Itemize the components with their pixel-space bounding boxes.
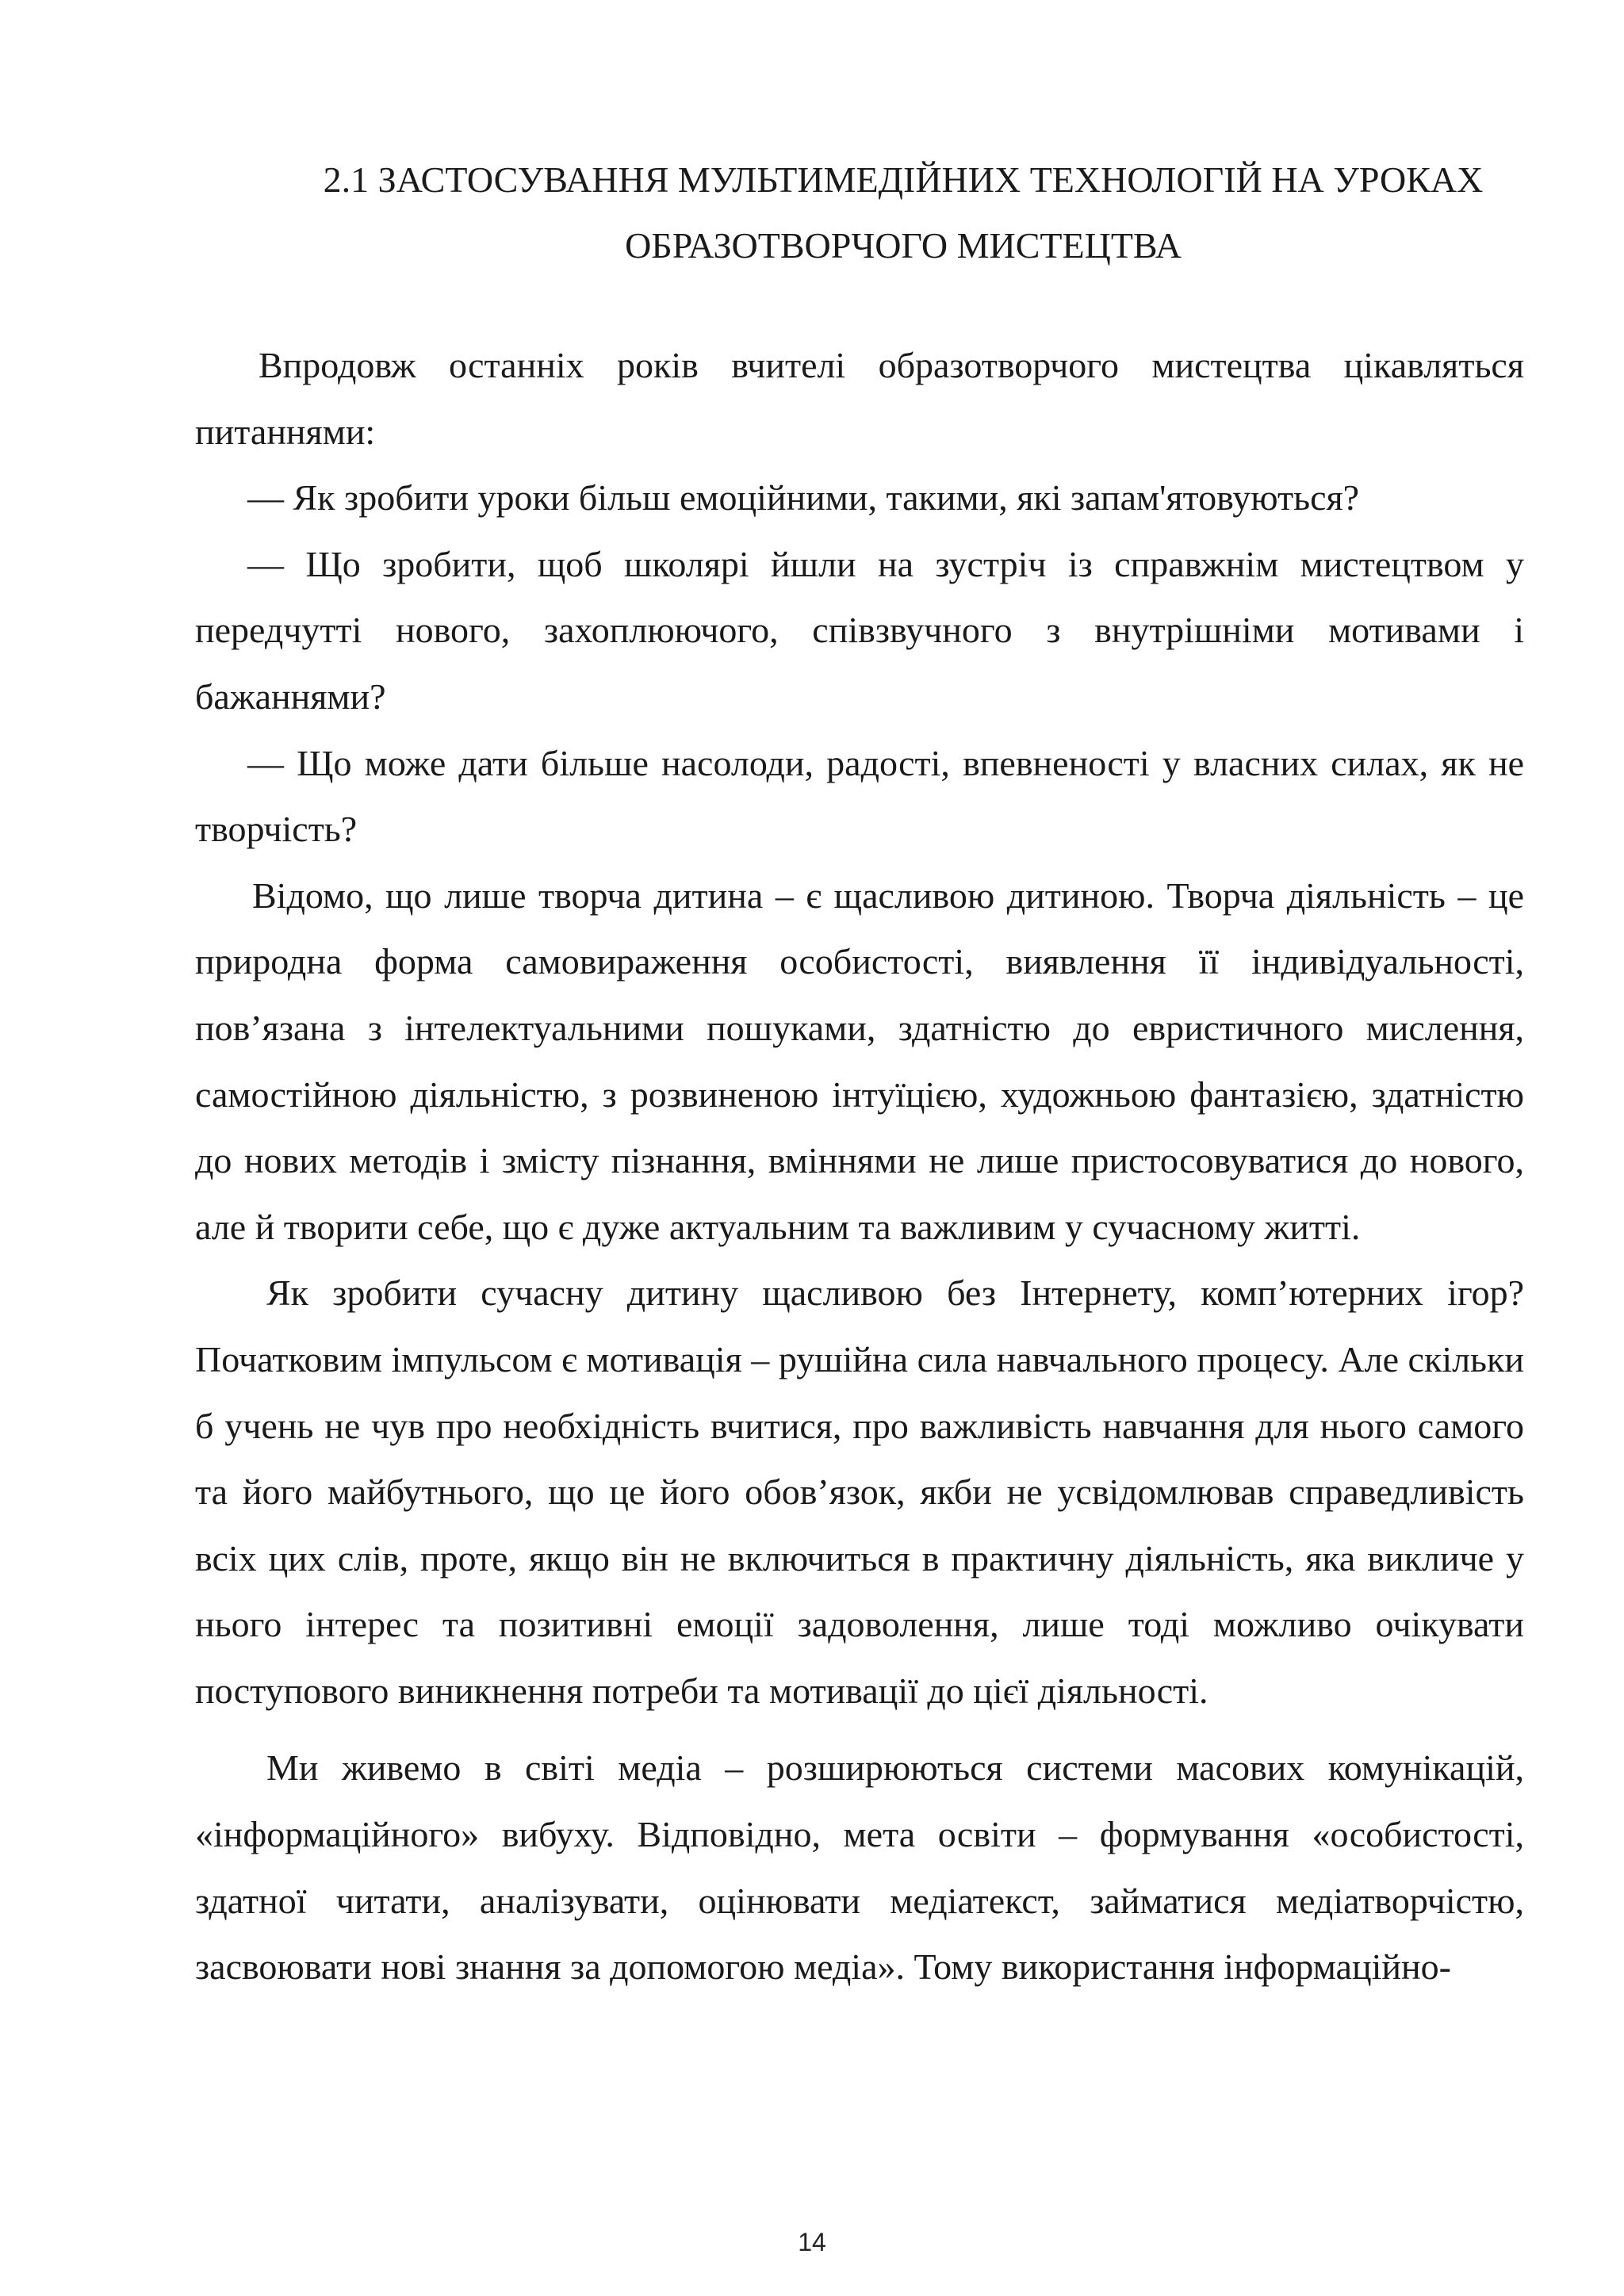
section-heading [195,147,1524,278]
paragraph-motivation: Як зробити сучасну дитину щасливою без Інтернету, комп’ютерних ігор? Початковим імпульсом є мотивація – рушійна сила навчального процесу. Але скільки б учень не чув про необхідність вчитися, про важливість навчання для нього самого та його майбутнього, що це його обов’язок, якби не усвідомлював справедливість всіх цих слів, проте, якщо він не включиться в практичну діяльність, яка викличе у нього інтерес та позитивні емоції задоволення, лише тоді можливо очікувати поступового виникнення потреби та мотивації до цієї діяльності. [195,1272,1524,1711]
paragraph-intro: Впродовж останніх років вчителі образотворчого мистецтва цікавляться питаннями: [195,345,1524,452]
paragraph-creativity: Відомо, що лише творча дитина – є щасливою дитиною. Творча діяльність – це природна форма самовираження особистості, виявлення її індивідуальності, пов’язана з інтелектуальними пошуками, здатністю до евристичного мислення, самостійною діяльністю, з розвиненою інтуїцією, художньою фантазією, здатністю до нових методів і змісту пізнання, вміннями не лише пристосовуватися до нового, але й творити себе, що є дуже актуальним та важливим у сучасному житті. [195,874,1524,1247]
paragraph-question-2: — Що зробити, щоб школярі йшли на зустріч із справжнім мистецтвом у передчутті нового, захоплюючого, співзвучного з внутрішніми мотивами і бажаннями? [195,543,1524,717]
heading-line-2: ОБРАЗОТВОРЧОГО МИСТЕЦТВА [625,225,1182,266]
document-page [195,147,1524,2000]
paragraph-question-1: — Як зробити уроки більш емоційними, такими, які запам'ятовуються? [247,477,1360,519]
page-number: 14 [798,2228,826,2256]
paragraph-media: Ми живемо в світі медіа – розширюються системи масових комунікацій, «інформаційного» вибуху. Відповідно, мета освіти – формування «особистості, здатної читати, аналізувати, оцінювати медіатекст, займатися медіатворчістю, засвоювати нові знання за допомогою медіа». Тому використання інформаційно- [195,1747,1524,1988]
heading-line-1: 2.1 ЗАСТОСУВАННЯ МУЛЬТИМЕДІЙНИХ ТЕХНОЛОГІЙ НА УРОКАХ [323,159,1484,200]
paragraph-question-3: — Що може дати більше насолоди, радості, впевненості у власних силах, як не творчість? [195,742,1524,850]
